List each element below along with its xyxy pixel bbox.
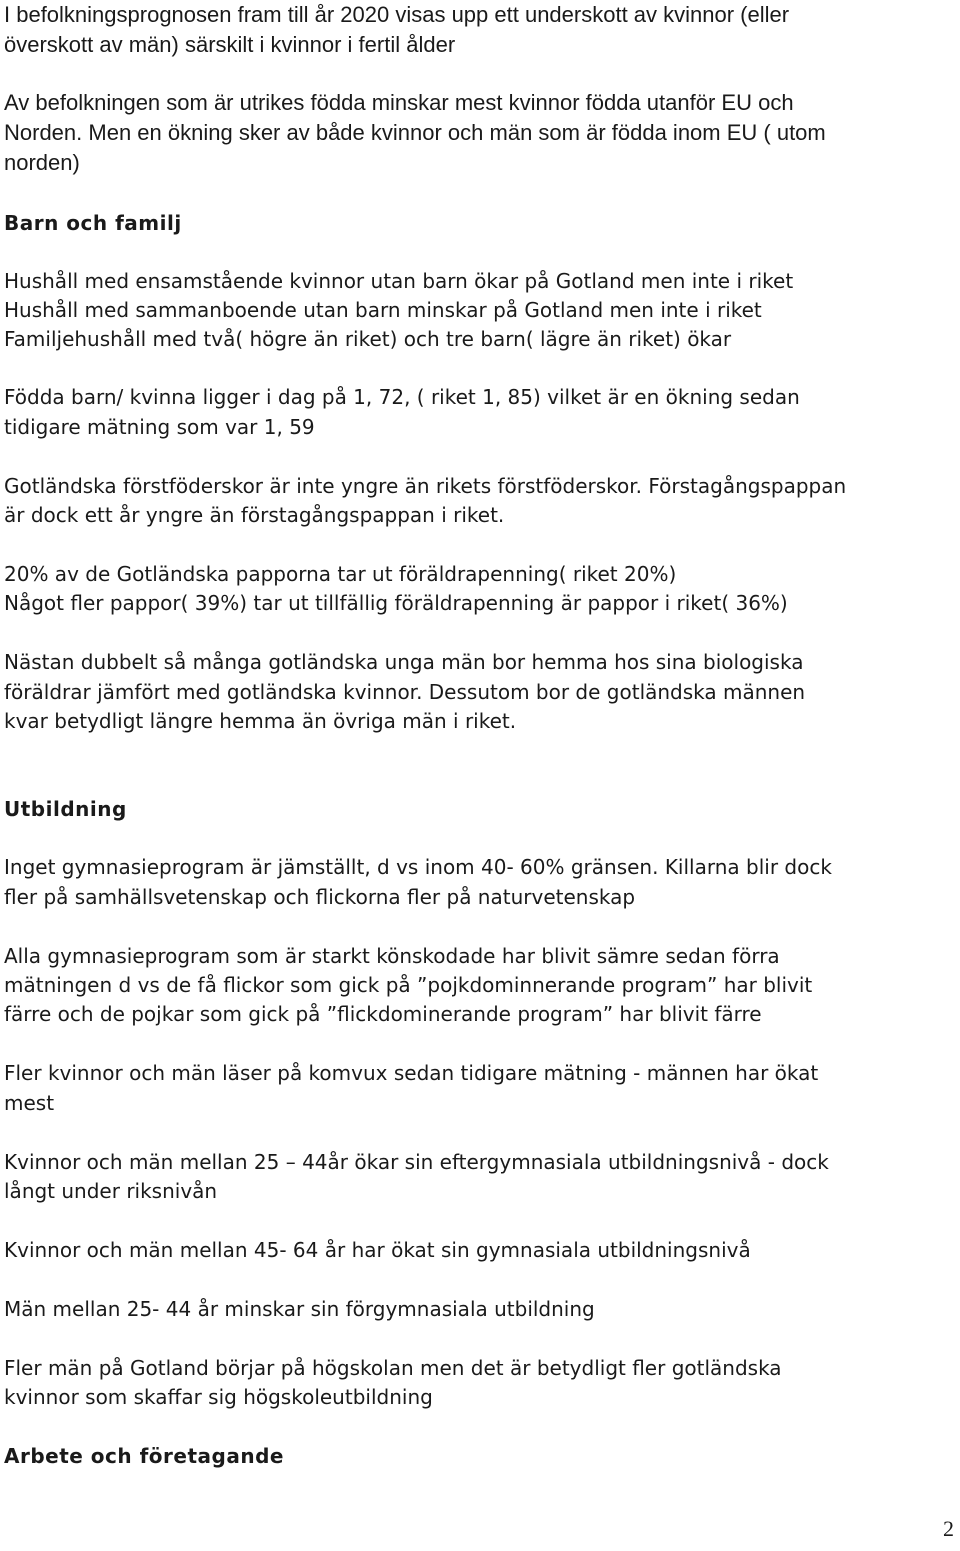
paragraph-line: Alla gymnasieprogram som är starkt könskodade har blivit sämre sedan förra bbox=[4, 944, 780, 968]
paragraph-line: Hushåll med ensamstående kvinnor utan barn ökar på Gotland men inte i riket bbox=[4, 269, 794, 293]
paragraph-line: fler på samhällsvetenskap och flickorna fler på naturvetenskap bbox=[4, 885, 636, 909]
paragraph-line: kvar betydligt längre hemma än övriga män i riket. bbox=[4, 709, 517, 733]
paragraph-line: mest bbox=[4, 1091, 55, 1115]
paragraph-line: mätningen d vs de få flickor som gick på ”pojkdominnerande program” har blivit bbox=[4, 973, 813, 997]
paragraph-line: Gotländska förstföderskor är inte yngre än rikets förstföderskor. Förstagångspappan bbox=[4, 474, 847, 498]
paragraph-line: Kvinnor och män mellan 25 – 44år ökar sin eftergymnasiala utbildningsnivå - dock bbox=[4, 1150, 829, 1174]
section-heading-utbildning: Utbildning bbox=[4, 797, 127, 821]
paragraph-line: Inget gymnasieprogram är jämställt, d vs inom 40- 60% gränsen. Killarna blir dock bbox=[4, 855, 832, 879]
intro-line-5: norden) bbox=[4, 150, 80, 175]
intro-line-2: överskott av män) särskilt i kvinnor i fertil ålder bbox=[4, 32, 456, 57]
paragraph-line: Något fler pappor( 39%) tar ut tillfällig föräldrapenning är pappor i riket( 36%) bbox=[4, 591, 788, 615]
intro-line-4: Norden. Men en ökning sker av både kvinnor och män som är födda inom EU ( utom bbox=[4, 120, 826, 145]
page-number: 2 bbox=[943, 1516, 954, 1541]
intro-line-3: Av befolkningen som är utrikes födda minskar mest kvinnor födda utanför EU och bbox=[4, 90, 794, 115]
paragraph-line: långt under riksnivån bbox=[4, 1179, 218, 1203]
paragraph-line: Fler män på Gotland börjar på högskolan men det är betydligt fler gotländska bbox=[4, 1356, 782, 1380]
paragraph-line: Män mellan 25- 44 år minskar sin förgymnasiala utbildning bbox=[4, 1297, 595, 1321]
paragraph-line: tidigare mätning som var 1, 59 bbox=[4, 415, 315, 439]
paragraph-line: 20% av de Gotländska papporna tar ut föräldrapenning( riket 20%) bbox=[4, 562, 677, 586]
section-heading-arbete-och-foretagande: Arbete och företagande bbox=[4, 1444, 284, 1468]
section-heading-barn-och-familj: Barn och familj bbox=[4, 211, 182, 235]
intro-line-1: I befolkningsprognosen fram till år 2020 visas upp ett underskott av kvinnor (eller bbox=[4, 2, 790, 27]
paragraph-line: Hushåll med sammanboende utan barn minskar på Gotland men inte i riket bbox=[4, 298, 762, 322]
paragraph-line: kvinnor som skaffar sig högskoleutbildning bbox=[4, 1385, 433, 1409]
paragraph-line: färre och de pojkar som gick på ”flickdominerande program” har blivit färre bbox=[4, 1002, 762, 1026]
paragraph-line: Familjehushåll med två( högre än riket) och tre barn( lägre än riket) ökar bbox=[4, 327, 732, 351]
paragraph-line: Födda barn/ kvinna ligger i dag på 1, 72, ( riket 1, 85) vilket är en ökning sedan bbox=[4, 385, 800, 409]
paragraph-line: Kvinnor och män mellan 45- 64 år har ökat sin gymnasiala utbildningsnivå bbox=[4, 1238, 751, 1262]
paragraph-line: föräldrar jämfört med gotländska kvinnor. Dessutom bor de gotländska männen bbox=[4, 680, 806, 704]
paragraph-line: är dock ett år yngre än förstagångspappan i riket. bbox=[4, 503, 505, 527]
paragraph-line: Fler kvinnor och män läser på komvux sedan tidigare mätning - männen har ökat bbox=[4, 1061, 819, 1085]
paragraph-line: Nästan dubbelt så många gotländska unga män bor hemma hos sina biologiska bbox=[4, 650, 804, 674]
